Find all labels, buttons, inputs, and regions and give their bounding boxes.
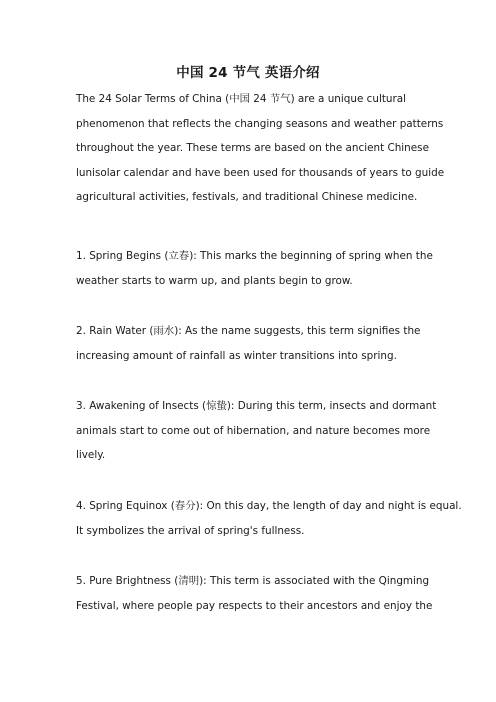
term-line: increasing amount of rainfall as winter transitions into spring. bbox=[76, 349, 397, 362]
term-paragraph-awakening-of-insects bbox=[76, 394, 436, 468]
intro-line: throughout the year. These terms are based on the ancient Chinese bbox=[76, 142, 429, 155]
term-line: 1. Spring Begins (立春): This marks the beginning of spring when the bbox=[76, 250, 433, 262]
term-line: 2. Rain Water (雨水): As the name suggests, this term signifies the bbox=[76, 325, 421, 337]
intro-line: The 24 Solar Terms of China (中国 24 节气) are a unique cultural bbox=[76, 93, 407, 105]
document-title: 中国 24 节气 英语介绍 bbox=[176, 65, 320, 81]
term-paragraph-spring-begins bbox=[76, 244, 436, 293]
term-line: It symbolizes the arrival of spring's fullness. bbox=[76, 524, 305, 537]
intro-paragraph bbox=[76, 87, 445, 210]
term-line: Festival, where people pay respects to their ancestors and enjoy the bbox=[76, 599, 433, 612]
term-line: 3. Awakening of Insects (惊蛰): During this term, insects and dormant bbox=[76, 400, 437, 412]
term-line: lively. bbox=[76, 449, 106, 462]
intro-line: agricultural activities, festivals, and traditional Chinese medicine. bbox=[76, 191, 418, 204]
intro-line: lunisolar calendar and have been used for thousands of years to guide bbox=[76, 166, 445, 179]
term-line: 4. Spring Equinox (春分): On this day, the length of day and night is equal. bbox=[76, 500, 462, 512]
term-paragraph-spring-equinox bbox=[76, 494, 462, 543]
term-line: animals start to come out of hibernation, and nature becomes more bbox=[76, 424, 431, 437]
term-paragraph-pure-brightness bbox=[76, 569, 436, 618]
term-paragraph-rain-water bbox=[76, 319, 436, 368]
term-line: weather starts to warm up, and plants begin to grow. bbox=[76, 274, 353, 287]
term-line: 5. Pure Brightness (清明): This term is associated with the Qingming bbox=[76, 575, 430, 587]
intro-line: phenomenon that reflects the changing seasons and weather patterns bbox=[76, 117, 444, 130]
